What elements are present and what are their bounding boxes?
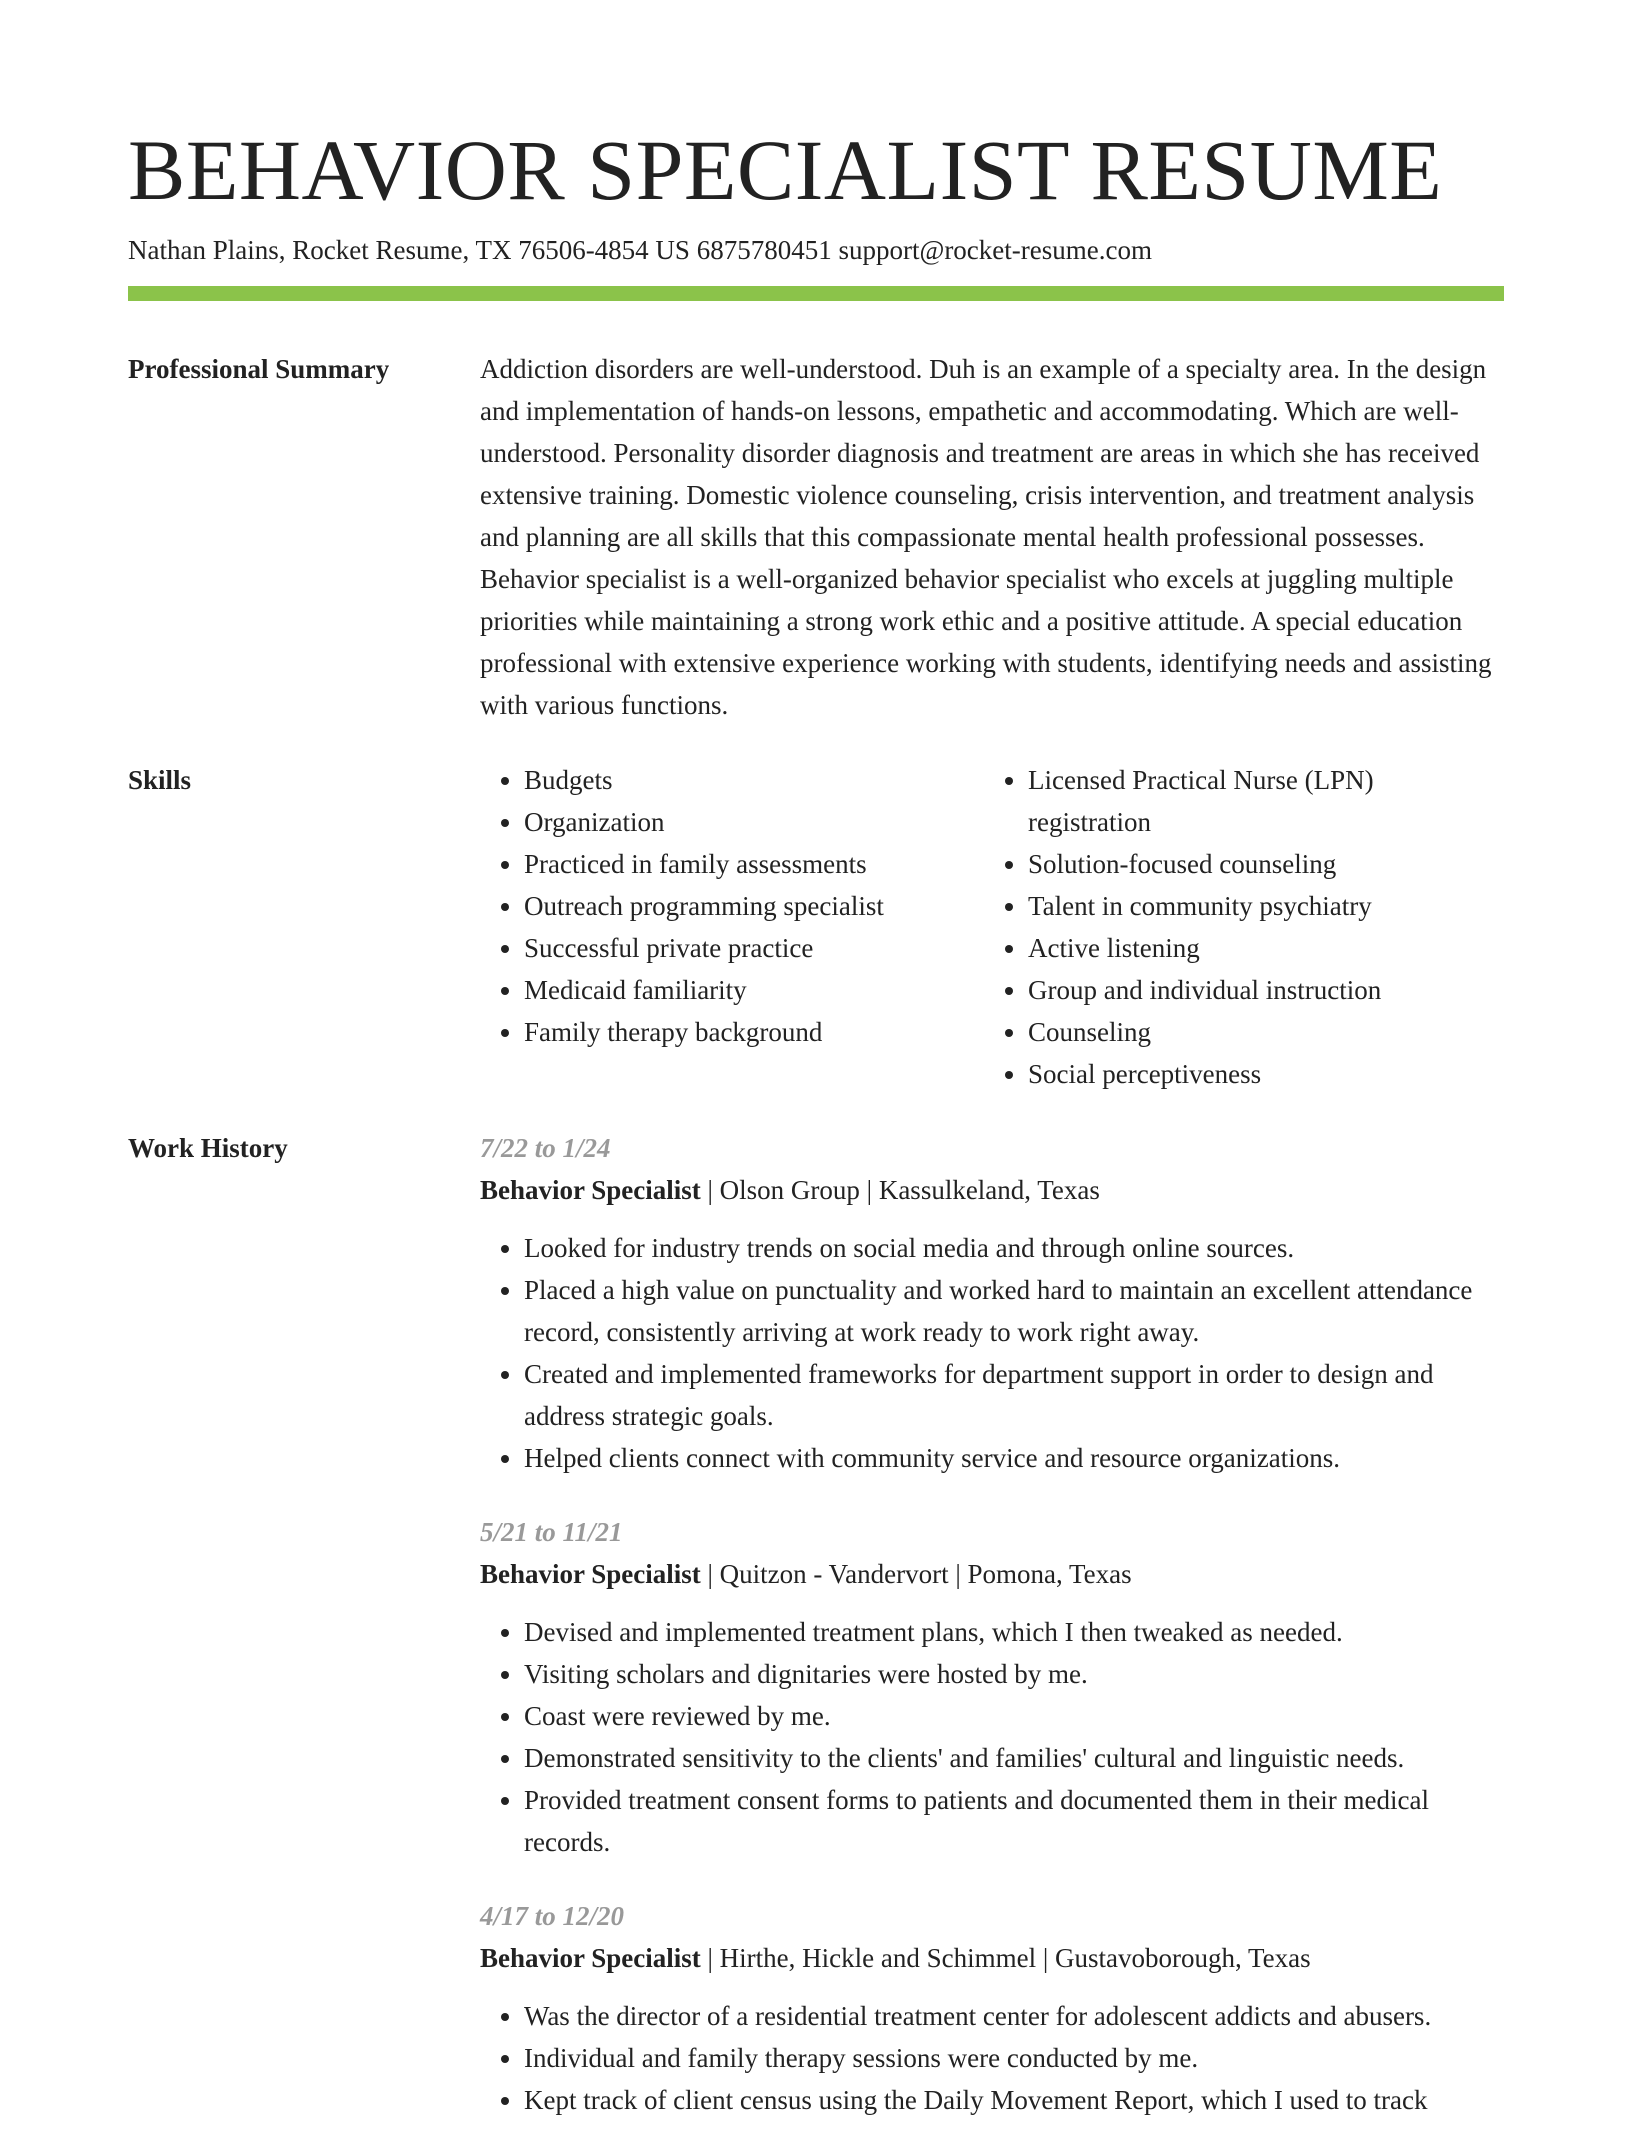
job-company: Olson Group — [719, 1175, 860, 1205]
separator: | — [700, 1943, 720, 1973]
job-dates: 7/22 to 1/24 — [480, 1133, 611, 1163]
summary-body — [480, 348, 1506, 726]
section-label-summary: Professional Summary — [128, 354, 390, 384]
job-title: Behavior Specialist — [480, 1175, 701, 1205]
accent-divider — [128, 286, 1504, 301]
job-bullet: • Coast were reviewed by me. — [524, 1695, 1506, 1737]
skill-item: • Talent in community psychiatry — [1028, 885, 1488, 927]
skill-item: • Outreach programming specialist — [524, 885, 984, 927]
job-bullet: • Placed a high value on punctuality and worked hard to maintain an excellent attendance record, consistently arriving at work ready to work right away. — [524, 1269, 1506, 1353]
job-heading — [480, 1553, 1506, 1595]
job-entry — [480, 1895, 1506, 2121]
job-title: Behavior Specialist — [480, 1943, 701, 1973]
skill-item: • Social perceptiveness — [1028, 1053, 1488, 1095]
skills-list-right — [984, 759, 1488, 1095]
job-company: Hirthe, Hickle and Schimmel — [719, 1943, 1037, 1973]
job-location: Pomona, Texas — [967, 1559, 1132, 1589]
skill-item: • Solution-focused counseling — [1028, 843, 1488, 885]
skill-item: • Medicaid familiarity — [524, 969, 984, 1011]
skills-columns — [480, 759, 1506, 1095]
job-bullet: • Looked for industry trends on social media and through online sources. — [524, 1227, 1506, 1269]
job-bullet: • Demonstrated sensitivity to the clients' and families' cultural and linguistic needs. — [524, 1737, 1506, 1779]
job-bullet: • Devised and implemented treatment plans, which I then tweaked as needed. — [524, 1611, 1506, 1653]
job-company: Quitzon - Vandervort — [719, 1559, 949, 1589]
skills-list-left — [480, 759, 984, 1095]
summary-text: Addiction disorders are well-understood. Duh is an example of a specialty area. In the design and implementation of hands-on lessons, empathetic and accommodating. Which are well-understood. Personality disorder diagnosis and treatment are areas in which she has received extensive training. Domestic violence counseling, crisis intervention, and treatment analysis and planning are all skills that this compassionate mental health professional possesses. Behavior specialist is a well-organized behavior specialist who excels at juggling multiple priorities while maintaining a strong work ethic and a positive attitude. A special education professional with extensive experience working with students, identifying needs and assisting with various functions. — [480, 354, 1492, 720]
job-title: Behavior Specialist — [480, 1559, 701, 1589]
separator: | — [1036, 1943, 1055, 1973]
job-bullet: • Kept track of client census using the Daily Movement Report, which I used to track — [524, 2079, 1506, 2121]
section-label-work: Work History — [128, 1133, 288, 1163]
section-label-skills: Skills — [128, 765, 192, 795]
separator: | — [859, 1175, 879, 1205]
job-bullet: • Helped clients connect with community service and resource organizations. — [524, 1437, 1506, 1479]
skill-item: • Active listening — [1028, 927, 1488, 969]
work-history-body — [480, 1127, 1506, 2153]
job-bullet: • Visiting scholars and dignitaries were hosted by me. — [524, 1653, 1506, 1695]
job-entry — [480, 1511, 1506, 1863]
job-bullets — [480, 1995, 1506, 2121]
job-bullet: • Provided treatment consent forms to patients and documented them in their medical records. — [524, 1779, 1506, 1863]
skill-item: • Practiced in family assessments — [524, 843, 984, 885]
job-bullet: • Created and implemented frameworks for department support in order to design and address strategic goals. — [524, 1353, 1506, 1437]
skill-item: • Group and individual instruction — [1028, 969, 1488, 1011]
skills-body — [480, 759, 1506, 1095]
job-bullet: • Was the director of a residential treatment center for adolescent addicts and abusers. — [524, 1995, 1506, 2037]
job-dates: 4/17 to 12/20 — [480, 1901, 625, 1931]
skill-item: • Family therapy background — [524, 1011, 984, 1053]
job-bullets — [480, 1227, 1506, 1479]
skill-item: • Budgets — [524, 759, 984, 801]
separator: | — [700, 1559, 720, 1589]
job-bullet: • Individual and family therapy sessions were conducted by me. — [524, 2037, 1506, 2079]
job-bullets — [480, 1611, 1506, 1863]
separator: | — [700, 1175, 720, 1205]
job-heading — [480, 1169, 1506, 1211]
job-location: Kassulkeland, Texas — [878, 1175, 1100, 1205]
job-dates: 5/21 to 11/21 — [480, 1517, 623, 1547]
page-title: BEHAVIOR SPECIALIST RESUME — [128, 122, 1443, 218]
skill-item: • Organization — [524, 801, 984, 843]
contact-line: Nathan Plains, Rocket Resume, TX 76506-4854 US 6875780451 support@rocket-resume.com — [128, 235, 1152, 265]
job-location: Gustavoborough, Texas — [1055, 1943, 1311, 1973]
job-entry — [480, 1127, 1506, 1479]
job-heading — [480, 1937, 1506, 1979]
skill-item: • Successful private practice — [524, 927, 984, 969]
skill-item: • Licensed Practical Nurse (LPN) registration — [1028, 759, 1488, 843]
skill-item: • Counseling — [1028, 1011, 1488, 1053]
separator: | — [948, 1559, 968, 1589]
